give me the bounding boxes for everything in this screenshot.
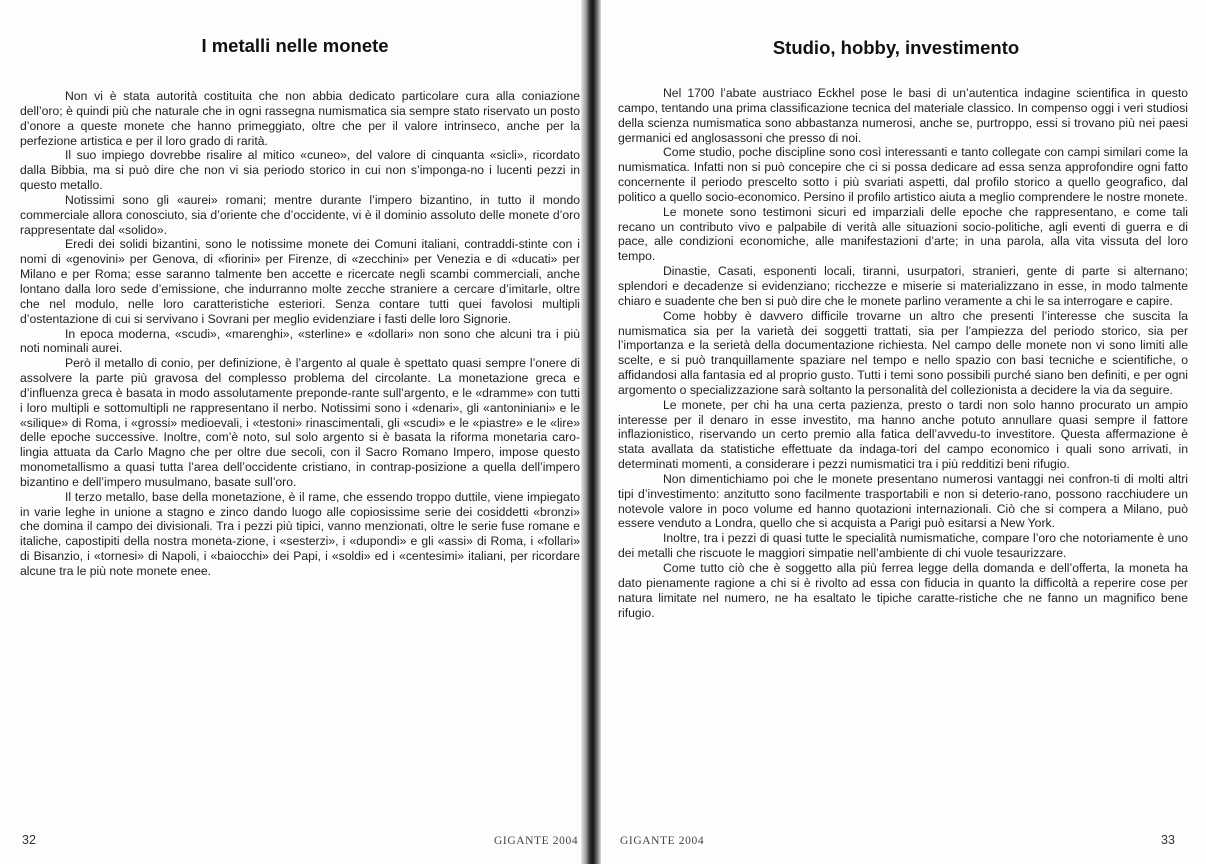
paragraph: Notissimi sono gli «aurei» romani; mentre durante l’impero bizantino, in tutto il mondo commerciale allora conosciuto, sia d’oriente che d’occidente, vi è il dominio assoluto delle monete d’oro rappresentate dal «solido».: [20, 192, 580, 237]
paragraph: Come studio, poche discipline sono così interessanti e tanto collegate con campi similari come la numismatica. Infatti non si può concepire che ci si possa dedicare ad essa senza approfondire ogni fatto concernente il periodo prescelto sotto i più svariati aspetti, dal profilo storico a quello geografico, dal politico a quello socio-economico. Persino il profilo artistico aiuta a meglio comprendere le nostre monete.: [618, 145, 1188, 204]
book-spine: [581, 0, 601, 864]
left-page-body: [20, 89, 580, 579]
right-page: [596, 0, 1206, 864]
paragraph: Nel 1700 l’abate austriaco Eckhel pose le basi di un’autentica indagine scientifica in questo campo, tentando una prima classificazione tecnica del materiale classico. In compenso oggi i veri studiosi della scienza numismatica sono abbastanza numerosi, anche se, purtroppo, essi si trovano più nei paesi germanici ed anglosassoni che presso di noi.: [618, 86, 1188, 145]
left-page-number: 32: [22, 833, 36, 847]
left-page: [0, 0, 590, 864]
paragraph: Il suo impiego dovrebbe risalire al mitico «cuneo», del valore di cinquanta «sicli», ricordato dalla Bibbia, ma si può dire che non vi sia periodo storico in cui non s’imponga-no i lucenti pezzi in questo metallo.: [20, 148, 580, 193]
paragraph: Inoltre, tra i pezzi di quasi tutte le specialità numismatiche, compare l’oro che notoriamente è uno dei metalli che riscuote le maggiori simpatie nell’ambiente di chi vuole tesaurizzare.: [618, 531, 1188, 561]
paragraph: Però il metallo di conio, per definizione, è l’argento al quale è spettato quasi sempre l’onere di assolvere la parte più gravosa del complesso problema del circolante. La monetazione greca e d’influenza greca è basata in modo assolutamente preponde-rante sull’argento, e le «dramme» con tutti i loro multipli e sottomultipli ne rappresentano il nerbo. Notissimi sono i «denari», gli «antoniniani» e le «silique» di Roma, i «grossi» medioevali, i «testoni» rinascimentali, gli «scudi» e le «piastre» e le «lire» delle epoche successive. Inoltre, com’è noto, sul solo argento si è basata la riforma monetaria caro-lingia attuata da Carlo Magno che per oltre due secoli, con il Sacro Romano Impero, impose questo monometallismo a quasi tutta l’area dell’occidente cristiano, in contrap-posizione a quella dell’impero bizantino e dell’impero musulmano, basate sull’oro.: [20, 356, 580, 489]
paragraph: Le monete, per chi ha una certa pazienza, presto o tardi non solo hanno procurato un ampio interesse per il denaro in esse investito, ma hanno anche potuto annullare quasi sempre il fattore inflazionistico, riservando un certo premio alla fatica dell’avvedu-to investitore. Questa affermazione è stata avallata da statistiche effettuate da indaga-tori del campo economico i quali sono arrivati, in determinati momenti, a considerare i pezzi numismatici tra i più redditizi beni rifugio.: [618, 397, 1188, 472]
right-running-footer: GIGANTE 2004: [620, 835, 705, 847]
paragraph: Non dimentichiamo poi che le monete presentano numerosi vantaggi nei confron-ti di molti altri tipi d’investimento: anzitutto sono facilmente trasportabili e non si deterio-rano, possono racchiudere un notevole valore in poco volume ed hanno quotazioni internazionali. Ciò che si compera a Milano, può essere venduto a Londra, quello che si acquista a Parigi può esitarsi a New York.: [618, 471, 1188, 531]
paragraph: Come hobby è davvero difficile trovarne un altro che presenti l’interesse che suscita la numismatica sia per la varietà dei soggetti trattati, sia per l’ampiezza del periodo storico, sia per l’importanza e la serietà della documentazione richiesta. Nel campo delle monete non vi sono limiti alle scelte, e si può tranquillamente spaziare nel tempo e nello spazio con basi tecniche e scientifiche, o affidandosi alla fantasia ed al proprio gusto. Tutti i temi sono possibili purché siano ben definiti, e per ogni argomento o specializzazione sarà soltanto la personalità del collezionista a decidere la via da seguire.: [618, 308, 1188, 397]
paragraph: Il terzo metallo, base della monetazione, è il rame, che essendo troppo duttile, viene impiegato in varie leghe in unione a stagno e zinco dando luogo alle copiosissime serie dei cosiddetti «bronzi» che domina il campo dei divisionali. Tra i pezzi più tipici, vanno menzionati, oltre le serie fuse romane e italiche, capostipiti della nostra moneta-zione, i «sesterzi», i «dupondi» e gli «assi» di Roma, i «follari» di Bisanzio, i «tornesi» di Napoli, i «baiocchi» dei Papi, i «soldi» ed i «centesimi» italiani, per ricordare alcune tra le più note monete enee.: [20, 489, 580, 578]
paragraph: In epoca moderna, «scudi», «marenghi», «sterline» e «dollari» non sono che alcuni tra i più noti nominali aurei.: [20, 326, 580, 356]
right-page-number: 33: [1161, 833, 1175, 847]
paragraph: Non vi è stata autorità costituita che non abbia dedicato particolare cura alla coniazione dell’oro; è quindi più che naturale che in ogni rassegna numismatica sia sempre stato riservato un posto d’onore a queste monete che hanno primeggiato, oltre che per il valore intrinseco, anche per la perfezione artistica e per il loro grado di rarità.: [20, 89, 580, 148]
paragraph: Le monete sono testimoni sicuri ed imparziali delle epoche che rappresentano, e come tali recano un contributo vivo e palpabile di verità alle situazioni socio-politiche, agli eventi di guerra e di pace, alle condizioni economiche, alle manifestazioni d’arte; in una parola, alla vita vissuta del loro tempo.: [618, 204, 1188, 264]
left-page-title: I metalli nelle monete: [201, 35, 389, 56]
paragraph: Eredi dei solidi bizantini, sono le notissime monete dei Comuni italiani, contraddi-stinte con i nomi di «genovini» per Genova, di «fiorini» per Firenze, di «zecchini» per Venezia e di «ducati» per Milano e per Roma; esse saranno talmente ben accette e ricercate negli scambi commerciali, anche lontano dalla loro sede d’emissione, che indurranno molte zecche straniere a cercare d’imitarle, oltre che nel modulo, nelle loro caratteristiche esteriori. Senza contare tutti quei favolosi multipli d’ostentazione di cui si servivano i Sovrani per meglio evidenziare i fasti delle loro Signorie.: [20, 237, 580, 326]
paragraph: Come tutto ciò che è soggetto alla più ferrea legge della domanda e dell’offerta, la moneta ha dato pienamente ragione a chi si è rivolto ad essa con fiducia in quanto la difficoltà a reperire cose per natura limitate nel numero, ne ha esaltato le tipiche caratte-ristiche che ne fanno un magnifico bene rifugio.: [618, 561, 1188, 620]
left-running-footer: GIGANTE 2004: [494, 835, 579, 847]
right-page-body: [618, 86, 1188, 620]
paragraph: Dinastie, Casati, esponenti locali, tiranni, usurpatori, stranieri, gente di parte si alternano; splendori e decadenze si evidenziano; ricchezze e miserie si materializzano in esse, in modo talmente chiaro e suadente che ben si può dire che le monete parlino veramente a chi le sa interrogare e capire.: [618, 264, 1188, 308]
right-page-title: Studio, hobby, investimento: [772, 37, 1020, 58]
